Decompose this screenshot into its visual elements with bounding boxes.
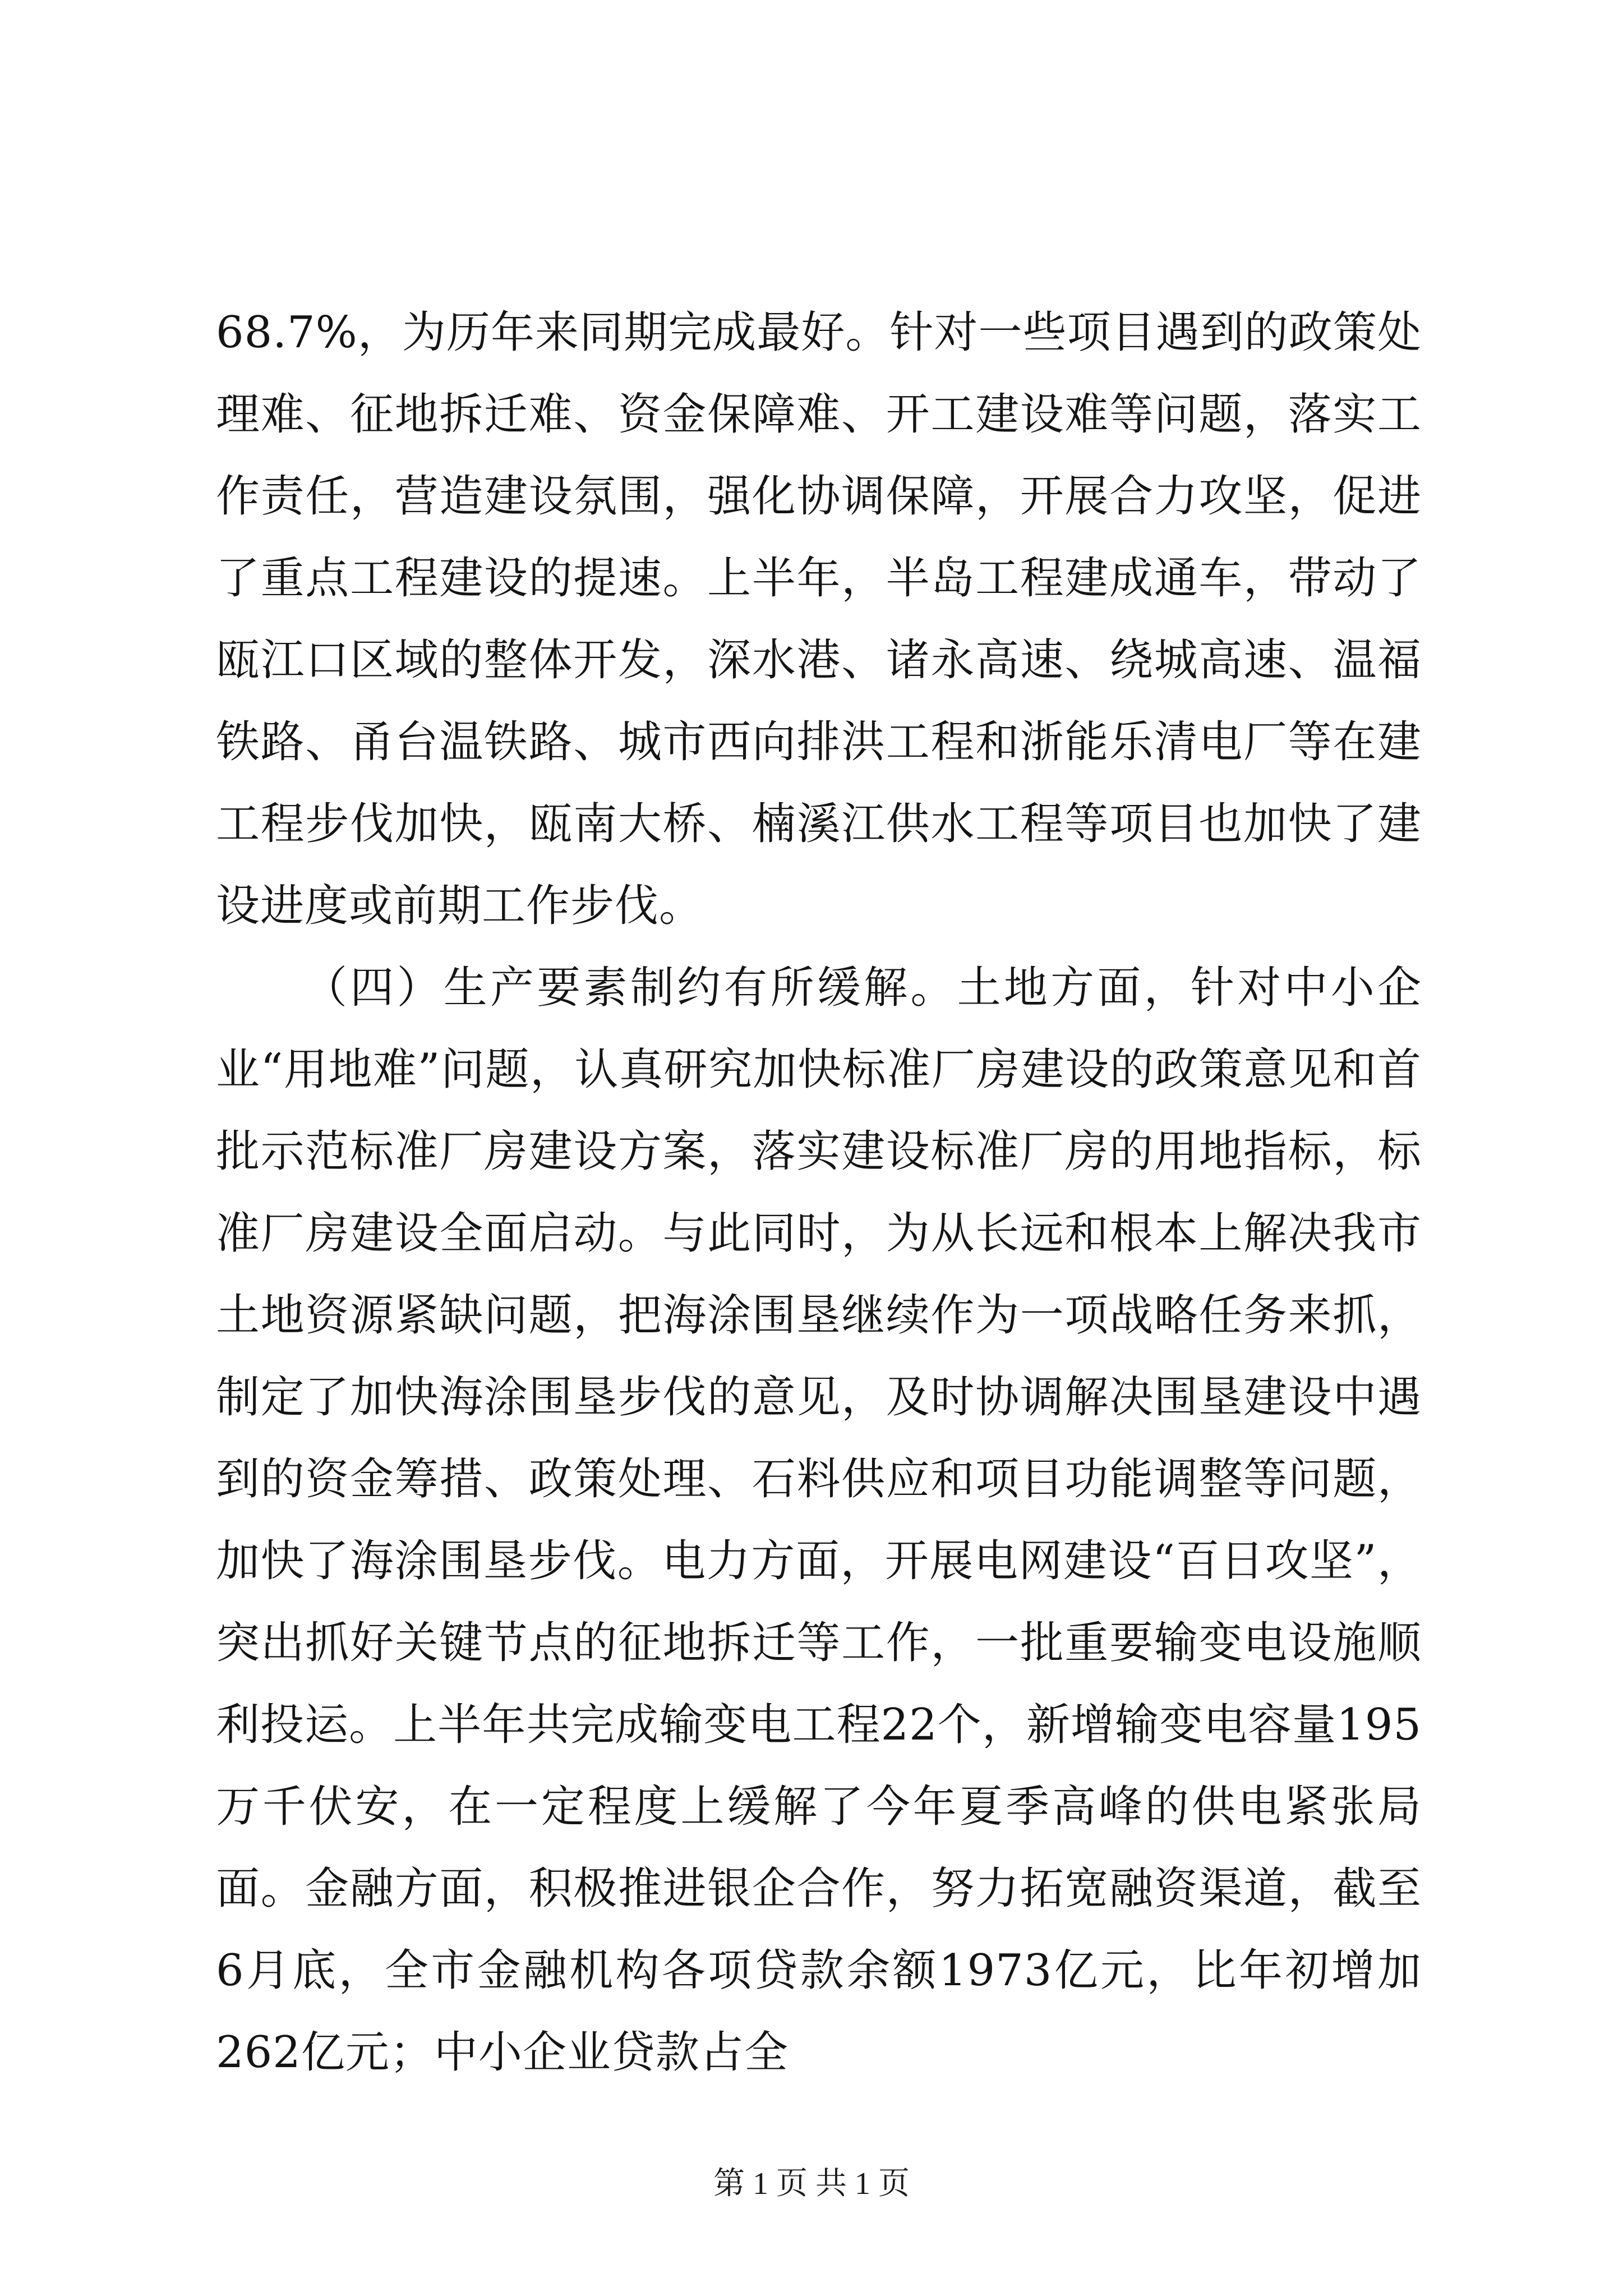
paragraph-section-four: （四）生产要素制约有所缓解。土地方面，针对中小企业“用地难”问题，认真研究加快标准厂房建设的政策意见和首批示范标准厂房建设方案，落实建设标准厂房的用地指标，标准厂房建设全面启动。与此同时，为从长远和根本上解决我市土地资源紧缺问题，把海涂围垦继续作为一项战略任务来抓，制定了加快海涂围垦步伐的意见，及时协调解决围垦建设中遇到的资金筹措、政策处理、石料供应和项目功能调整等问题，加快了海涂围垦步伐。电力方面，开展电网建设“百日攻坚”，突出抓好关键节点的征地拆迁等工作，一批重要输变电设施顺利投运。上半年共完成输变电工程22个，新增输变电容量195万千伏安，在一定程度上缓解了今年夏季高峰的供电紧张局面。金融方面，积极推进银企合作，努力拓宽融资渠道，截至6月底，全市金融机构各项贷款余额1973亿元，比年初增加262亿元；中小企业贷款占全	[216, 963, 1422, 2078]
paragraph-continuation: 68.7%，为历年来同期完成最好。针对一些项目遇到的政策处理难、征地拆迁难、资金保障难、开工建设难等问题，落实工作责任，营造建设氛围，强化协调保障，开展合力攻坚，促进了重点工程建设的提速。上半年，半岛工程建成通车，带动了瓯江口区域的整体开发，深水港、诸永高速、绕城高速、温福铁路、甬台温铁路、城市西向排洪工程和浙能乐清电厂等在建工程步伐加快，瓯南大桥、楠溪江供水工程等项目也加快了建设进度或前期工作步伐。	[216, 307, 1422, 931]
document-body	[216, 292, 1422, 2093]
page-footer: 第 1 页 共 1 页	[713, 2166, 910, 2201]
